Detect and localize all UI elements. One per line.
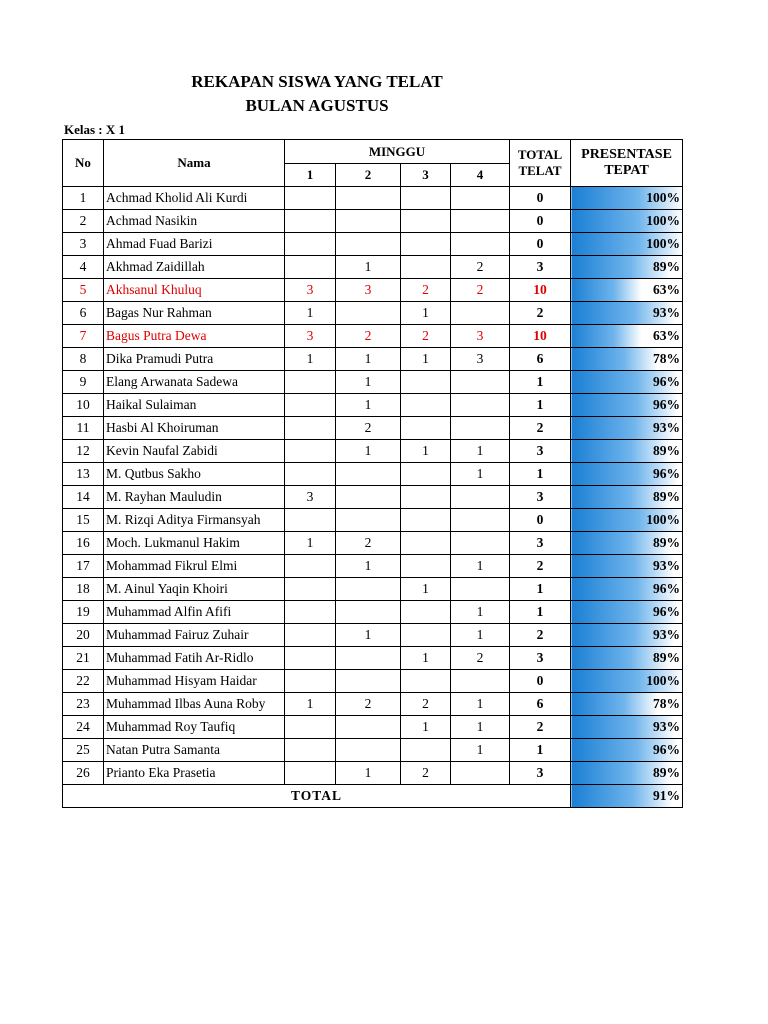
row-total: 1 [510,371,571,394]
row-name: Kevin Naufal Zabidi [104,440,285,463]
row-no: 23 [63,693,104,716]
row-week-3: 1 [401,578,451,601]
row-no: 10 [63,394,104,417]
row-percentage: 96% [571,739,683,762]
row-percentage: 78% [571,348,683,371]
row-total: 3 [510,647,571,670]
row-percentage: 93% [571,555,683,578]
row-no: 26 [63,762,104,785]
row-percentage: 96% [571,371,683,394]
row-week-1 [285,210,336,233]
row-week-2: 1 [336,440,401,463]
row-week-4 [451,670,510,693]
row-week-2 [336,601,401,624]
row-name: Akhsanul Khuluq [104,279,285,302]
row-week-4 [451,486,510,509]
row-week-1: 3 [285,279,336,302]
row-week-4: 1 [451,693,510,716]
row-week-1 [285,716,336,739]
row-percentage: 89% [571,762,683,785]
table-row [63,578,683,601]
table-row [63,762,683,785]
row-week-3: 1 [401,716,451,739]
row-week-2 [336,187,401,210]
row-no: 2 [63,210,104,233]
header-week-1: 1 [285,164,336,187]
table-row [63,440,683,463]
table-row [63,670,683,693]
row-name: M. Rizqi Aditya Firmansyah [104,509,285,532]
row-week-1 [285,739,336,762]
row-week-3 [401,417,451,440]
row-name: Muhammad Roy Taufiq [104,716,285,739]
class-label: Kelas : X 1 [64,122,126,137]
row-week-4 [451,394,510,417]
header-week-2: 2 [336,164,401,187]
table-row [63,601,683,624]
header-nama: Nama [104,140,285,187]
row-week-1 [285,670,336,693]
row-week-2 [336,670,401,693]
row-week-4 [451,302,510,325]
row-no: 6 [63,302,104,325]
table-row [63,371,683,394]
row-week-4 [451,417,510,440]
row-week-3: 1 [401,647,451,670]
table-row [63,187,683,210]
row-name: Achmad Nasikin [104,210,285,233]
row-percentage: 100% [571,187,683,210]
row-total: 3 [510,762,571,785]
row-week-2 [336,233,401,256]
row-name: Hasbi Al Khoiruman [104,417,285,440]
header-presentase [571,140,683,187]
row-total: 1 [510,463,571,486]
row-week-1 [285,371,336,394]
row-week-3 [401,739,451,762]
row-week-2: 1 [336,624,401,647]
row-week-4 [451,371,510,394]
row-week-2: 1 [336,394,401,417]
row-week-4 [451,509,510,532]
row-week-4: 2 [451,647,510,670]
table-row [63,555,683,578]
table-row [63,509,683,532]
row-no: 24 [63,716,104,739]
row-no: 18 [63,578,104,601]
row-week-3 [401,624,451,647]
row-no: 16 [63,532,104,555]
header-week-4: 4 [451,164,510,187]
row-total: 2 [510,716,571,739]
header-total-telat [510,140,571,187]
row-no: 4 [63,256,104,279]
row-no: 15 [63,509,104,532]
header-no: No [63,140,104,187]
row-week-3 [401,210,451,233]
row-week-4: 2 [451,279,510,302]
row-week-2 [336,739,401,762]
row-week-3 [401,486,451,509]
row-week-3: 1 [401,440,451,463]
row-week-4 [451,187,510,210]
row-total: 3 [510,532,571,555]
row-week-3 [401,371,451,394]
row-week-2 [336,647,401,670]
row-total: 1 [510,601,571,624]
row-percentage: 89% [571,440,683,463]
row-week-4: 3 [451,348,510,371]
row-percentage: 63% [571,279,683,302]
row-week-2: 2 [336,325,401,348]
row-name: Akhmad Zaidillah [104,256,285,279]
row-name: Prianto Eka Prasetia [104,762,285,785]
row-week-1: 1 [285,693,336,716]
row-week-1 [285,509,336,532]
table-row [63,716,683,739]
row-week-3 [401,555,451,578]
header-total-telat-line2: TELAT [518,163,562,178]
row-week-3 [401,601,451,624]
row-no: 22 [63,670,104,693]
row-week-2 [336,578,401,601]
row-no: 9 [63,371,104,394]
row-no: 25 [63,739,104,762]
row-name: Muhammad Fairuz Zuhair [104,624,285,647]
row-total: 0 [510,509,571,532]
row-week-1 [285,601,336,624]
row-week-1 [285,440,336,463]
header-week-3: 3 [401,164,451,187]
row-name: Muhammad Fatih Ar-Ridlo [104,647,285,670]
row-week-2: 1 [336,555,401,578]
row-week-3: 2 [401,279,451,302]
table-row [63,233,683,256]
row-percentage: 100% [571,509,683,532]
row-week-3 [401,509,451,532]
row-week-3 [401,394,451,417]
row-week-2: 1 [336,762,401,785]
row-week-3 [401,532,451,555]
row-no: 3 [63,233,104,256]
row-total: 10 [510,279,571,302]
row-week-4 [451,532,510,555]
row-week-1: 3 [285,325,336,348]
row-total: 6 [510,693,571,716]
row-week-4 [451,578,510,601]
row-percentage: 89% [571,532,683,555]
row-no: 5 [63,279,104,302]
row-name: Achmad Kholid Ali Kurdi [104,187,285,210]
row-name: M. Ainul Yaqin Khoiri [104,578,285,601]
row-week-3: 2 [401,693,451,716]
row-week-4: 1 [451,716,510,739]
row-week-4: 1 [451,739,510,762]
report-subtitle: BULAN AGUSTUS [245,96,389,115]
row-week-3 [401,187,451,210]
attendance-table [62,139,683,808]
row-total: 2 [510,417,571,440]
row-name: Bagus Putra Dewa [104,325,285,348]
row-week-3: 2 [401,325,451,348]
header-presentase-line2: TEPAT [604,163,649,178]
row-name: Elang Arwanata Sadewa [104,371,285,394]
row-week-2 [336,463,401,486]
row-no: 21 [63,647,104,670]
row-no: 20 [63,624,104,647]
row-total: 0 [510,210,571,233]
row-total: 0 [510,233,571,256]
table-row [63,302,683,325]
row-week-4: 2 [451,256,510,279]
table-row [63,210,683,233]
row-name: Natan Putra Samanta [104,739,285,762]
row-week-1 [285,233,336,256]
table-row [63,279,683,302]
row-total: 1 [510,578,571,601]
row-week-3 [401,463,451,486]
row-percentage: 96% [571,463,683,486]
row-percentage: 93% [571,417,683,440]
row-percentage: 93% [571,624,683,647]
row-total: 1 [510,739,571,762]
row-percentage: 93% [571,716,683,739]
row-percentage: 93% [571,302,683,325]
row-name: Haikal Sulaiman [104,394,285,417]
row-week-3: 1 [401,348,451,371]
total-label: TOTAL [63,785,571,808]
row-week-3: 2 [401,762,451,785]
row-week-4 [451,233,510,256]
table-row [63,647,683,670]
header-presentase-line1: PRESENTASE [581,147,672,162]
row-week-2 [336,210,401,233]
table-row [63,486,683,509]
row-week-4: 1 [451,555,510,578]
table-row [63,693,683,716]
row-name: M. Qutbus Sakho [104,463,285,486]
row-no: 7 [63,325,104,348]
row-week-2: 2 [336,532,401,555]
row-total: 3 [510,440,571,463]
row-total: 2 [510,555,571,578]
row-week-2: 3 [336,279,401,302]
row-name: Muhammad Alfin Afifi [104,601,285,624]
row-week-1 [285,187,336,210]
row-percentage: 96% [571,578,683,601]
row-week-1: 1 [285,302,336,325]
row-name: Muhammad Ilbas Auna Roby [104,693,285,716]
row-week-3 [401,670,451,693]
row-week-1 [285,555,336,578]
row-week-2: 2 [336,417,401,440]
row-name: Muhammad Hisyam Haidar [104,670,285,693]
row-week-1: 1 [285,348,336,371]
header-total-telat-line1: TOTAL [517,147,563,162]
row-week-2: 1 [336,371,401,394]
row-no: 11 [63,417,104,440]
row-week-1 [285,624,336,647]
row-week-2 [336,716,401,739]
report-title: REKAPAN SISWA YANG TELAT [191,72,443,91]
row-week-1 [285,394,336,417]
total-percentage: 91% [571,785,683,808]
row-percentage: 100% [571,210,683,233]
row-name: Mohammad Fikrul Elmi [104,555,285,578]
row-week-1 [285,417,336,440]
row-week-1 [285,762,336,785]
row-week-3 [401,233,451,256]
row-week-2: 1 [336,256,401,279]
table-row [63,256,683,279]
table-row [63,463,683,486]
row-no: 1 [63,187,104,210]
table-row [63,624,683,647]
table-row [63,325,683,348]
table-row [63,394,683,417]
total-row [63,785,683,808]
row-week-3: 1 [401,302,451,325]
row-week-1: 3 [285,486,336,509]
row-week-4: 3 [451,325,510,348]
row-percentage: 78% [571,693,683,716]
row-percentage: 89% [571,486,683,509]
row-percentage: 96% [571,601,683,624]
table-row [63,417,683,440]
row-no: 8 [63,348,104,371]
row-no: 17 [63,555,104,578]
row-total: 2 [510,624,571,647]
table-row [63,348,683,371]
row-week-3 [401,256,451,279]
row-week-1 [285,463,336,486]
row-name: Bagas Nur Rahman [104,302,285,325]
row-week-2 [336,302,401,325]
row-name: Ahmad Fuad Barizi [104,233,285,256]
table-row [63,739,683,762]
row-total: 3 [510,486,571,509]
row-week-4: 1 [451,440,510,463]
row-week-2 [336,509,401,532]
row-week-4: 1 [451,624,510,647]
table-row [63,532,683,555]
row-no: 12 [63,440,104,463]
row-no: 14 [63,486,104,509]
header-minggu: MINGGU [285,140,510,164]
row-week-4: 1 [451,601,510,624]
row-week-4 [451,762,510,785]
row-percentage: 96% [571,394,683,417]
row-total: 0 [510,187,571,210]
row-no: 19 [63,601,104,624]
row-percentage: 100% [571,233,683,256]
row-week-2: 2 [336,693,401,716]
row-week-1 [285,256,336,279]
table-body [63,187,683,785]
row-week-1 [285,647,336,670]
row-week-1 [285,578,336,601]
row-week-1: 1 [285,532,336,555]
row-name: M. Rayhan Mauludin [104,486,285,509]
row-week-4: 1 [451,463,510,486]
row-week-2 [336,486,401,509]
row-no: 13 [63,463,104,486]
row-total: 0 [510,670,571,693]
row-percentage: 63% [571,325,683,348]
row-total: 1 [510,394,571,417]
row-week-4 [451,210,510,233]
row-total: 3 [510,256,571,279]
row-total: 10 [510,325,571,348]
row-total: 6 [510,348,571,371]
row-name: Dika Pramudi Putra [104,348,285,371]
row-total: 2 [510,302,571,325]
row-percentage: 89% [571,256,683,279]
row-name: Moch. Lukmanul Hakim [104,532,285,555]
row-week-2: 1 [336,348,401,371]
row-percentage: 89% [571,647,683,670]
row-percentage: 100% [571,670,683,693]
